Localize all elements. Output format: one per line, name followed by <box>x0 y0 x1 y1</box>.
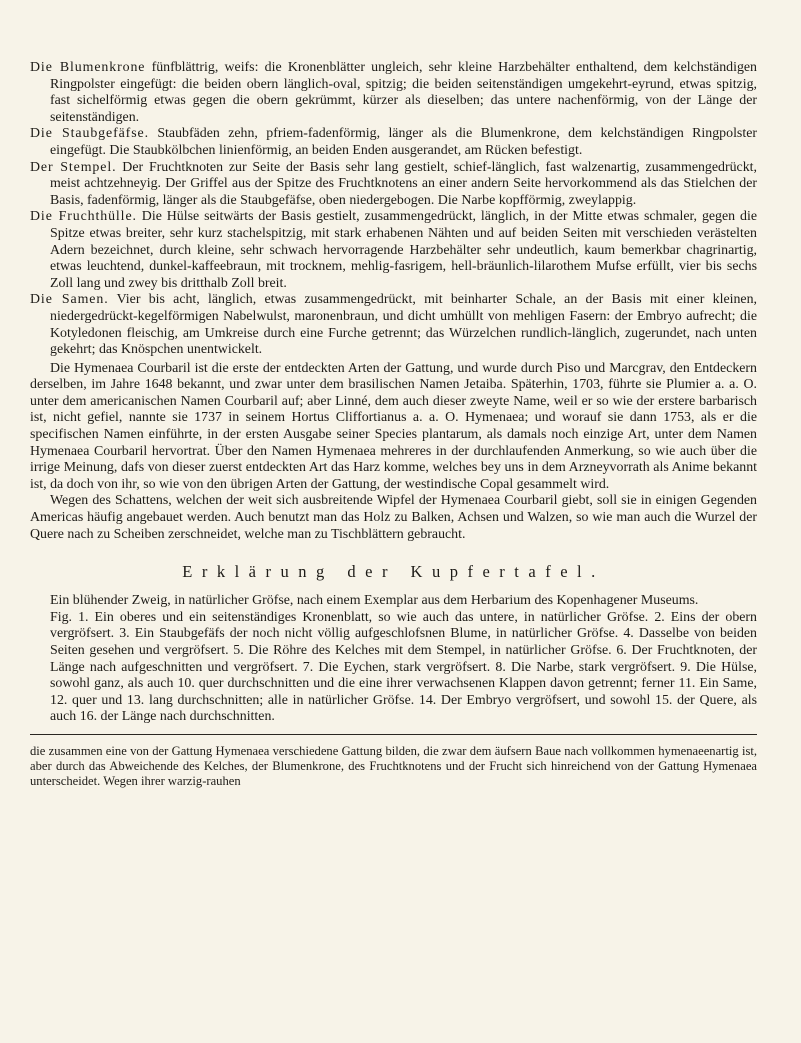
footnote: die zusammen eine von der Gattung Hymenaea verschiedene Gattung bilden, die zwar dem äufsern Baue nach vollkommen hymenaeenartig ist, aber durch das Abweichende des Kelches, der Blumenkrone, des Fruchtknotens und der Frucht sich hinreichend von der Gattung Hymenaea unterscheidet. Wegen ihrer warzig-rauhen <box>30 743 757 788</box>
entry-term: Die Staubgefäfse. <box>30 126 149 142</box>
entry-corolla <box>30 60 757 126</box>
history-section <box>30 361 757 544</box>
plate-explanation <box>30 593 757 726</box>
entry-text: Staubfäden zehn, pfriem-fadenförmig, länger als die Blumenkrone, dem kelchständigen Ringpolster eingefügt. Die Staubkölbchen linienförmig, an beiden Enden ausgerandet, am Rücken befestigt. <box>50 126 757 158</box>
entry-term: Die Samen. <box>30 292 109 308</box>
entry-text: Vier bis acht, länglich, etwas zusammengedrückt, mit beinharter Schale, an der Basis mit einer kleinen, niedergedrückt-kegelförmigen Nabelwulst, maronenbraun, und dicht umhüllt von mehligen Fasern: der Embryo aufrecht; die Kotyledonen fleischig, am Umkreise durch eine Furche getrennt; das Würzelchen rundlich-länglich, zugerundet, nach unten gekehrt; das Knöspchen unentwickelt. <box>50 292 758 358</box>
entry-fruit <box>30 209 757 292</box>
entry-term: Die Blumenkrone <box>30 60 146 75</box>
entry-text: fünfblättrig, weifs: die Kronenblätter ungleich, sehr kleine Harzbehälter enthaltend, dem kelchständigen Ringpolster eingefügt: die beiden obern länglich-oval, spitzig; die beiden seitenständigen umgekehrt-eyrund, etwas spitzig, fast sichelförmig etwas gegen die obern gekrümmt, kürzer als dieselben; das untere nachenförmig, von der Länge der seitenständigen. <box>50 60 758 125</box>
entry-pistil <box>30 160 757 210</box>
entry-text: Der Fruchtknoten zur Seite der Basis sehr lang gestielt, schief-länglich, fast walzenartig, zusammengedrückt, meist achtzehneyig. Der Griffel aus der Spitze des Fruchtknotens an einer andern Seite hervorkommend als das Stielchen der Basis, fadenförmig, länger als die Staubgefäfse, oben niedergebogen. Die Narbe kopfförmig, zweylappig. <box>50 159 758 208</box>
usage-paragraph: Wegen des Schattens, welchen der weit sich ausbreitende Wipfel der Hymenaea Courbaril giebt, soll sie in einigen Gegenden Americas häufig angebauet werden. Auch benutzt man das Holz zu Balken, Achsen und Walzen, so wie man auch die Wurzel der Quere nach zu Scheiben zerschneidet, welche man zu Tischblättern gebraucht. <box>30 493 757 542</box>
entry-text: Die Hülse seitwärts der Basis gestielt, zusammengedrückt, länglich, in der Mitte etwas schmaler, gegen die Spitze etwas breiter, sehr kurz stachelspitzig, mit stark erhabenen Nähten und auf beiden Seiten mit verschieden verästelten Adern bezeichnet, durch kleine, sehr schwach hervorragende Harzbehälter sehr undeutlich, kaum bemerkbar chagrinartig, etwas leuchtend, dunkel-kaffeebraun, mit trocknem, mehlig-fasrigem, hell-bräunlich-lilarothem Mufse erfüllt, vier bis sechs Zoll lang und zwey bis dritthalb Zoll breit. <box>50 209 757 291</box>
entry-term: Die Fruchthülle. <box>30 209 137 225</box>
plate-heading: Erklärung der Kupfertafel. <box>182 562 605 582</box>
description-section <box>30 60 757 359</box>
plate-figures: Fig. 1. Ein oberes und ein seitenständiges Kronenblatt, so wie auch das untere, in natürlicher Gröfse. 2. Eins der obern vergröfsert. 3. Ein Staubgefäfs der noch nicht völlig aufgeschlofsnen Blume, in natürlicher Gröfse. 4. Dasselbe von beiden Seiten gesehen und vergröfsert. 5. Die Röhre des Kelches mit dem Stempel, in natürlicher Gröfse. 6. Der Fruchtknoten, der Länge nach aufgeschnitten und vergröfsert. 7. Die Eychen, stark vergröfsert. 8. Die Narbe, stark vergröfsert. 9. Die Hülse, sowohl ganz, als auch 10. quer durchschnitten und die eine ihrer verwachsenen Klappen davon getrennt; ferner 11. Ein Same, 12. quer und 13. lang durchschnitten; alle in natürlicher Gröfse. 14. Der Embryo vergröfsert, und sowohl 15. der Quere, als auch 16. der Länge nach durchschnitten. <box>50 609 757 725</box>
entry-term: Der Stempel. <box>30 159 117 175</box>
footnote-divider <box>30 734 757 735</box>
plate-intro: Ein blühender Zweig, in natürlicher Gröfse, nach einem Exemplar aus dem Herbarium des Kopenhagener Museums. <box>50 593 699 609</box>
history-paragraph: Die Hymenaea Courbaril ist die erste der entdeckten Arten der Gattung, und wurde durch Piso und Marcgrav, den Entdeckern derselben, im Jahre 1648 bekannt, und zwar unter dem brasilischen Namen Jetaiba. Späterhin, 1703, führte sie Plumier a. a. O. unter dem americanischen Namen Courbaril auf; aber Linné, dem auch dieser zweyte Name, weil er so wie der erstere barbarisch ist, nicht gefiel, nannte sie 1737 in seinem Hortus Cliffortianus a. a. O. Hymenaea; und worauf sie dann 1753, als er die specifischen Namen einführte, in der ersten Ausgabe seiner Species plantarum, als damals noch einzige Art, unter dem Namen Hymenaea Courbaril hervortrat. Über den Namen Hymenaea mehreres in der durchlaufenden Anmerkung, so wie auch über die irrige Meinung, dafs von dieser zuerst entdeckten Art das Harz komme, welches bey uns in dem Arzneyvorrath als Anime bekannt ist, da doch von ihr, so wie von den übrigen Arten der Gattung, der westindische Copal gesammelt wird. <box>30 360 757 492</box>
entry-seeds <box>30 292 757 358</box>
entry-stamens <box>30 126 757 159</box>
